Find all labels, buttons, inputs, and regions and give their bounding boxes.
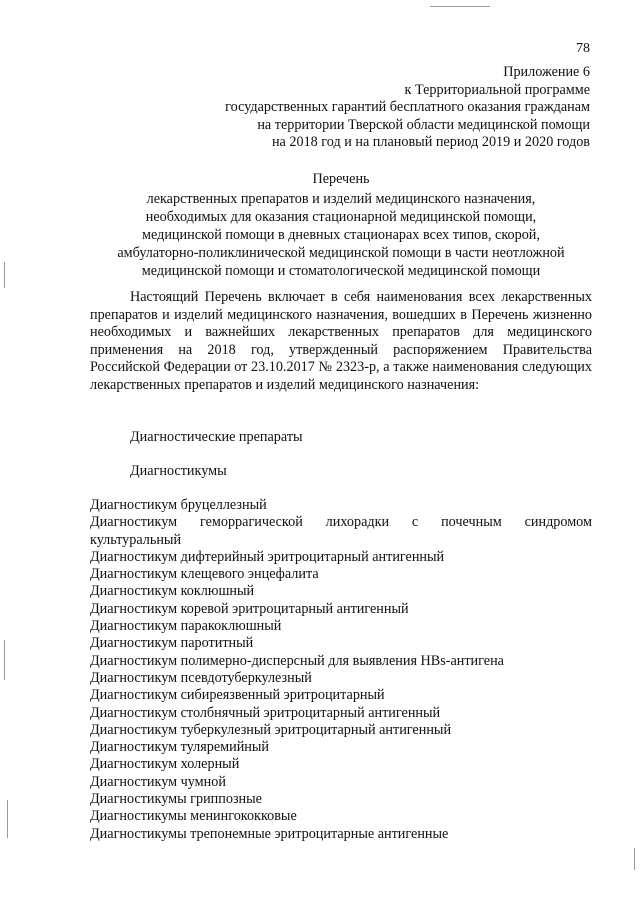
list-item: Диагностикум коревой эритроцитарный антигенный	[90, 600, 409, 617]
appendix-header	[130, 64, 590, 152]
list-item: Диагностикум паракоклюшный	[90, 618, 282, 635]
list-item: Диагностикум геморрагической лихорадки с почечным синдромом	[90, 514, 592, 531]
appendix-line: государственных гарантий бесплатного оказания гражданам	[225, 99, 590, 116]
appendix-line: на 2018 год и на плановый период 2019 и 2020 годов	[271, 134, 590, 151]
title-line: лекарственных препаратов и изделий медицинского назначения,	[146, 191, 536, 207]
appendix-line: к Территориальной программе	[404, 81, 590, 98]
scan-mark	[7, 800, 8, 838]
list-item: Диагностикум столбнячный эритроцитарный антигенный	[90, 704, 441, 721]
list-item: Диагностикум полимерно-дисперсный для выявления HBs-антигена	[90, 652, 504, 669]
appendix-line: на территории Тверской области медицинской помощи	[257, 116, 590, 133]
title-line: медицинской помощи и стоматологической медицинской помощи	[141, 263, 541, 279]
list-item: Диагностикум дифтерийный эритроцитарный антигенный	[90, 548, 445, 565]
list-item: Диагностикум сибиреязвенный эритроцитарный	[90, 687, 385, 704]
title-line: необходимых для оказания стационарной медицинской помощи,	[145, 209, 537, 225]
scan-mark	[430, 6, 490, 7]
list-item: Диагностикумы трепонемные эритроцитарные антигенные	[90, 825, 449, 842]
list-item: Диагностикумы гриппозные	[90, 791, 262, 808]
title-line: медицинской помощи в дневных стационарах всех типов, скорой,	[142, 227, 540, 243]
scan-mark	[4, 640, 5, 680]
page-number: 78	[576, 41, 590, 56]
title-line: амбулаторно-поликлинической медицинской помощи в части неотложной	[117, 245, 565, 261]
title-heading: Перечень	[312, 171, 370, 187]
list-item: Диагностикум бруцеллезный	[90, 497, 267, 513]
appendix-line: Приложение 6	[503, 64, 590, 80]
scan-mark	[4, 262, 5, 288]
list-item: культуральный	[90, 531, 182, 548]
list-item: Диагностикумы менингококковые	[90, 808, 297, 825]
list-item: Диагностикум клещевого энцефалита	[90, 566, 319, 583]
intro-paragraph: Настоящий Перечень включает в себя наименования всех лекарственных препаратов и изделий медицинского назначения, вошедших в Перечень жизненно необходимых и важнейших лекарственных препаратов для медицинского применения на 2018 год, утвержденный распоряжением Правительства Российской Федерации от 23.10.2017 № 2323-р, а также наименования следующих лекарственных препаратов и изделий медицинского назначения:	[90, 289, 592, 393]
list-item: Диагностикум чумной	[90, 773, 226, 790]
list-item: Диагностикум холерный	[90, 756, 240, 773]
list-item: Диагностикум туляремийный	[90, 739, 269, 756]
section-heading: Диагностические препараты	[130, 429, 303, 445]
list-item: Диагностикум паротитный	[90, 635, 254, 652]
list-item: Диагностикум коклюшный	[90, 583, 255, 600]
diagnosticum-list	[90, 497, 592, 843]
document-title	[90, 170, 592, 280]
scan-mark	[634, 848, 635, 870]
list-item: Диагностикум туберкулезный эритроцитарный антигенный	[90, 721, 452, 738]
subsection-heading: Диагностикумы	[130, 463, 227, 479]
list-item: Диагностикум псевдотуберкулезный	[90, 669, 312, 686]
